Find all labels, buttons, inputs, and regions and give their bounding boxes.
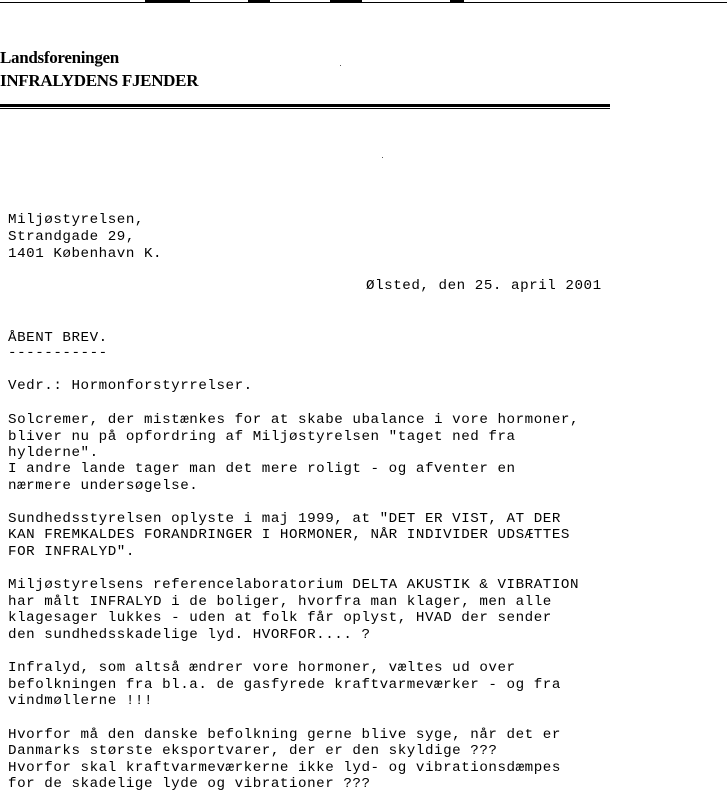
scan-speck bbox=[340, 65, 341, 66]
body-line: Hvorfor må den danske befolkning gerne blive syge, når det er bbox=[8, 727, 561, 743]
recipient-street: Strandgade 29, bbox=[8, 229, 135, 245]
body-line: Solcremer, der mistænkes for at skabe ubalance i vore hormoner, bbox=[8, 412, 580, 428]
letter-type-heading: ÅBENT BREV. bbox=[8, 330, 108, 346]
body-line: befolkningen fra bl.a. de gasfyrede kraftvarmeværker - og fra bbox=[8, 677, 561, 693]
body-line: hylderne". bbox=[8, 445, 99, 461]
top-border-mark bbox=[330, 0, 362, 3]
org-name-line1: Landsforeningen bbox=[0, 48, 119, 67]
body-line: har målt INFRALYD i de boliger, hvorfra man klager, men alle bbox=[8, 594, 552, 610]
body-line: for de skadelige lyde og vibrationer ??? bbox=[8, 776, 371, 792]
body-line: KAN FREMKALDES FORANDRINGER I HORMONER, NÅR INDIVIDER UDSÆTTES bbox=[8, 527, 570, 543]
top-border-mark bbox=[145, 0, 190, 3]
body-line: Miljøstyrelsens referencelaboratorium DELTA AKUSTIK & VIBRATION bbox=[8, 577, 580, 593]
top-border-mark bbox=[248, 0, 270, 3]
body-line: I andre lande tager man det mere roligt - og afventer en bbox=[8, 461, 516, 477]
org-name-line2: INFRALYDENS FJENDER bbox=[0, 71, 199, 90]
body-line: vindmøllerne !!! bbox=[8, 693, 154, 709]
body-line: bliver nu på opfordring af Miljøstyrelsen "taget ned fra bbox=[8, 429, 516, 445]
heading-underline: ----------- bbox=[8, 345, 108, 361]
body-line: Sundhedsstyrelsen oplyste i maj 1999, at "DET ER VIST, AT DER bbox=[8, 511, 561, 527]
scan-speck bbox=[382, 157, 383, 158]
body-line: Infralyd, som altså ændrer vore hormoner, væltes ud over bbox=[8, 660, 516, 676]
body-line: Hvorfor skal kraftvarmeværkerne ikke lyd- og vibrationsdæmpes bbox=[8, 760, 561, 776]
date-line: Ølsted, den 25. april 2001 bbox=[366, 278, 602, 294]
body-line: FOR INFRALYD". bbox=[8, 544, 135, 560]
top-border-line bbox=[0, 2, 727, 3]
top-border-mark bbox=[450, 0, 464, 3]
subject-line: Vedr.: Hormonforstyrrelser. bbox=[8, 378, 253, 394]
body-line: den sundhedsskadelige lyd. HVORFOR.... ? bbox=[8, 627, 371, 643]
body-line: nærmere undersøgelse. bbox=[8, 478, 199, 494]
letterhead-rule-thin bbox=[0, 108, 610, 109]
body-line: Danmarks største eksportvarer, der er den skyldige ??? bbox=[8, 743, 498, 759]
recipient-city: 1401 København K. bbox=[8, 246, 163, 262]
recipient-name: Miljøstyrelsen, bbox=[8, 212, 144, 228]
letterhead-rule bbox=[0, 104, 610, 107]
body-line: klagesager lukkes - uden at folk får oplyst, HVAD der sender bbox=[8, 610, 552, 626]
